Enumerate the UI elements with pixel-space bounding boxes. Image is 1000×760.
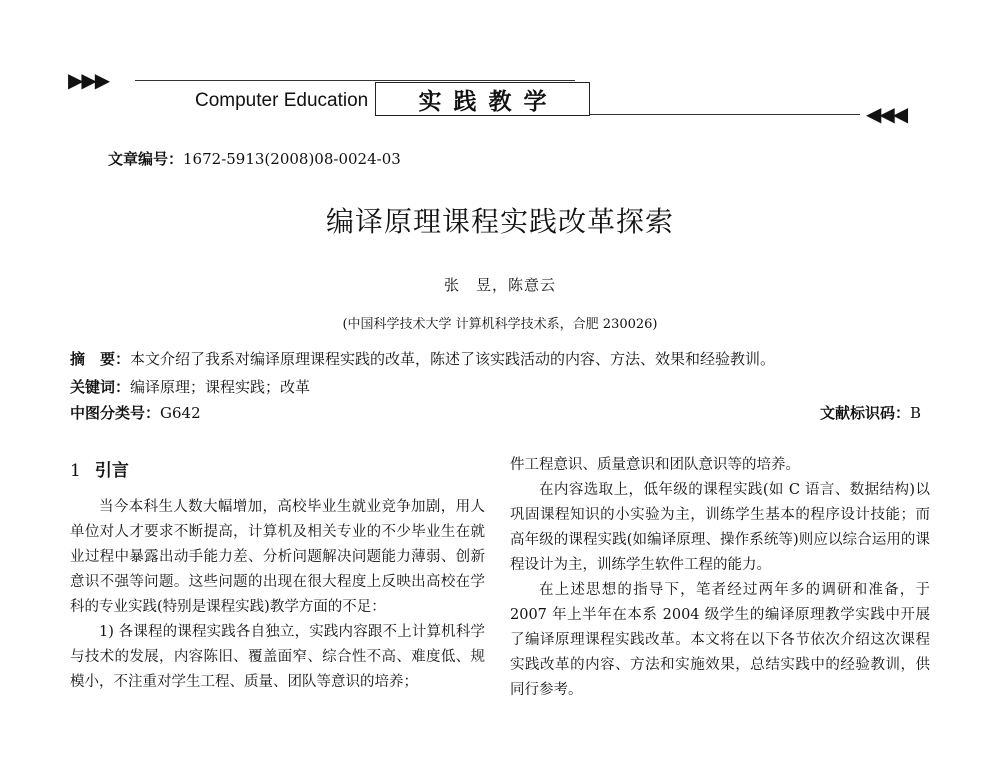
left-paragraph-1: 当今本科生人数大幅增加，高校毕业生就业竞争加剧，用人单位对人才要求不断提高，计算机及相关专业的不少毕业生在就业过程中暴露出动手能力差、分析问题解决问题能力薄弱、创新意识不强等问题。这些问题的出现在很大程度上反映出高校在学科的专业实践(特别是课程实践)教学方面的不足： (70, 499, 485, 615)
article-number-label: 文章编号： (108, 150, 184, 168)
abstract (70, 348, 940, 369)
section-heading (70, 456, 129, 481)
paper-title: 编译原理课程实践改革探索 (325, 205, 674, 238)
right-paragraph-1: 件工程意识、质量意识和团队意识等的培养。 (510, 457, 800, 473)
right-paragraph-2: 在内容选取上，低年级的课程实践(如 C 语言、数据结构)以巩固课程知识的小实验为主，训练学生基本的程序设计技能；而高年级的课程实践(如编译原理、操作系统等)则应以综合运用的课程设计为主，训练学生软件工程的能力。 (510, 482, 930, 573)
right-arrows-ornament: ◀◀◀ (866, 102, 907, 126)
authors: 张 昱，陈意云 (443, 276, 556, 294)
left-arrows-ornament: ▶▶▶ (68, 68, 109, 92)
doc-code-label: 文献标识码： (820, 404, 911, 422)
document-code (820, 402, 921, 423)
left-paragraph-2: 1) 各课程的课程实践各自独立，实践内容跟不上计算机科学与技术的发展，内容陈旧、覆盖面窄、综合性不高、难度低、规模小，不注重对学生工程、质量、团队等意识的培养； (70, 624, 485, 690)
left-column (70, 495, 485, 695)
clc-value: G642 (160, 404, 201, 422)
header-rule-bottom (590, 114, 860, 115)
keywords (70, 376, 940, 397)
right-paragraph-3: 在上述思想的指导下，笔者经过两年多的调研和准备，于 2007 年上半年在本系 2004 级学生的编译原理教学实践中开展了编译原理课程实践改革。本文将在以下各节依次介绍这次课程实践改革的内容、方法和实施效果，总结实践中的经验教训，供同行参考。 (510, 582, 930, 698)
clc-number (70, 402, 201, 423)
section-title: 实践教学 (418, 88, 559, 115)
article-number (108, 148, 401, 169)
journal-name: Computer Education (195, 90, 369, 111)
keywords-label: 关键词： (70, 378, 131, 396)
article-number-value: 1672-5913(2008)08-0024-03 (183, 150, 401, 168)
affiliation: (中国科学技术大学 计算机科学技术系，合肥 230026) (342, 317, 658, 332)
clc-label: 中图分类号： (70, 404, 161, 422)
section-box (375, 82, 590, 116)
header-rule-top (135, 80, 575, 81)
journal-header (0, 0, 1000, 140)
section-title-intro: 引言 (94, 461, 129, 481)
section-number: 1 (70, 461, 81, 481)
keywords-text: 编译原理；课程实践；改革 (130, 378, 311, 396)
right-column (510, 453, 930, 703)
abstract-text: 本文介绍了我系对编译原理课程实践的改革，陈述了该实践活动的内容、方法、效果和经验教训。 (130, 350, 776, 368)
doc-code-value: B (910, 404, 922, 422)
abstract-label: 摘 要： (70, 350, 131, 368)
